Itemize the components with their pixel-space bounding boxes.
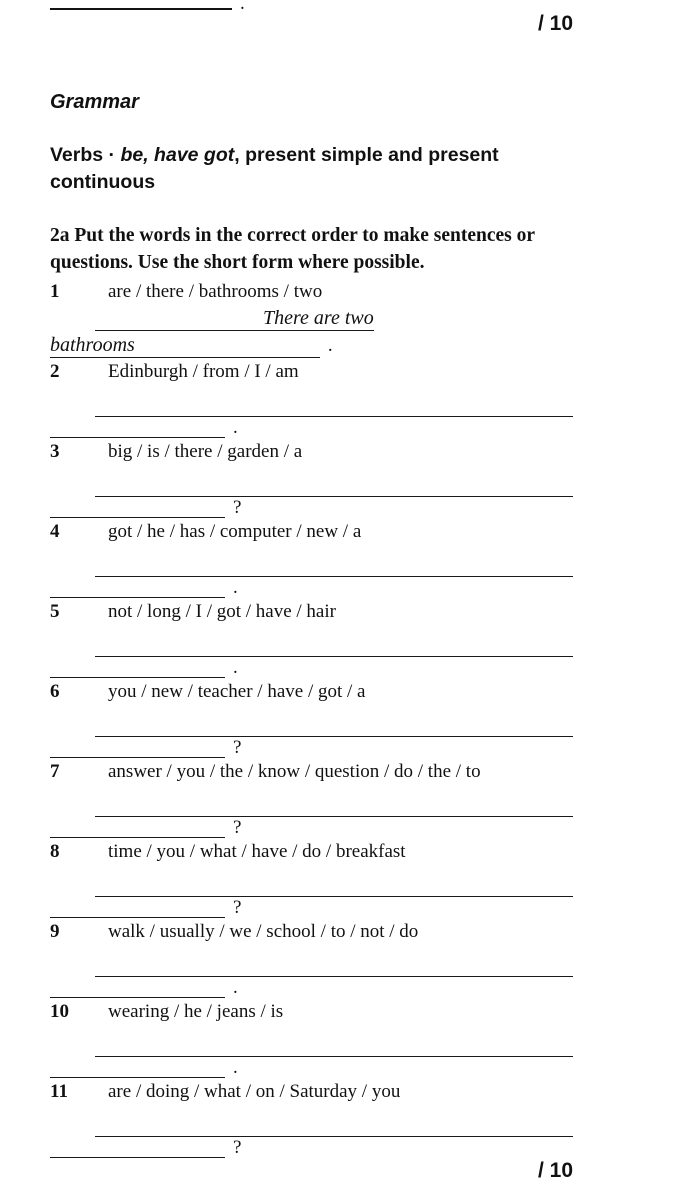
item-prompt: are / there / bathrooms / two (108, 281, 323, 302)
subtitle-lead: Verbs (50, 144, 109, 166)
answer-blank-line (95, 1105, 573, 1137)
exercise-item (50, 358, 573, 438)
item-number: 11 (50, 1081, 68, 1102)
item-number: 5 (50, 601, 60, 622)
item-number: 4 (50, 521, 60, 542)
answer-blank-line (95, 385, 573, 417)
answer-punctuation: ? (233, 1137, 242, 1158)
exercise-item (50, 1078, 573, 1158)
item-prompt: not / long / I / got / have / hair (108, 601, 336, 622)
stub-punctuation: . (240, 0, 245, 14)
answer-blank-line (95, 304, 263, 330)
exercise-item (50, 998, 573, 1078)
item-prompt: wearing / he / jeans / is (108, 1001, 284, 1022)
answer-blank-line (50, 656, 225, 678)
item-number: 1 (50, 281, 60, 302)
answer-blank-line (50, 416, 225, 438)
item-prompt: big / is / there / garden / a (108, 441, 303, 462)
answer-blank-line (50, 976, 225, 998)
answer-blank-line (95, 705, 573, 737)
answer-blank-line (50, 496, 225, 518)
exercise-item (50, 278, 573, 358)
answer-punctuation: . (233, 1057, 238, 1078)
score-bottom: / 10 (537, 1159, 573, 1182)
exercise-item (50, 838, 573, 918)
exercise-item (50, 678, 573, 758)
answer-punctuation: . (233, 577, 238, 598)
item-prompt: Edinburgh / from / I / am (108, 361, 299, 382)
answer-blank-line (95, 945, 573, 977)
answer-punctuation: . (327, 335, 333, 356)
section-title: Grammar (50, 91, 139, 113)
task-instructions-block (50, 222, 573, 276)
score-top: / 10 (537, 12, 573, 35)
answer-punctuation: ? (233, 817, 242, 838)
item-number: 2 (50, 361, 60, 382)
item-number: 3 (50, 441, 60, 462)
answer-blank-line (50, 1056, 225, 1078)
task-instructions: Put the words in the correct order to make sentences or questions. Use the short form where possible. (50, 225, 535, 273)
answer-line (95, 305, 573, 331)
item-number: 7 (50, 761, 60, 782)
answer-blank-line (50, 0, 232, 10)
task-label: 2a (50, 225, 75, 246)
subtitle-verbs-italic: be, have got (120, 144, 235, 166)
answer-blank-line (50, 896, 225, 918)
answer-blank-line (95, 785, 573, 817)
answer-blank-line (95, 465, 573, 497)
item-prompt: walk / usually / we / school / to / not / do (108, 921, 419, 942)
answer-punctuation: . (233, 977, 238, 998)
exercise-item (50, 518, 573, 598)
answer-blank-line (95, 1025, 573, 1057)
exercise-list (50, 278, 573, 1158)
item-prompt: got / he / has / computer / new / a (108, 521, 362, 542)
section-subtitle (50, 142, 573, 196)
answer-punctuation: ? (233, 497, 242, 518)
answer-punctuation: ? (233, 737, 242, 758)
answer-blank-line (95, 865, 573, 897)
answer-blank-line (95, 625, 573, 657)
subtitle-separator: · (108, 144, 121, 166)
student-answer-line2: bathrooms (50, 334, 135, 356)
answer-line-continuation (50, 331, 573, 358)
answer-blank-line (135, 330, 320, 357)
exercise-item (50, 438, 573, 518)
student-answer-line1: There are two (263, 307, 374, 329)
exercise-item (50, 758, 573, 838)
answer-punctuation: . (233, 417, 238, 438)
item-number: 8 (50, 841, 60, 862)
exercise-item (50, 598, 573, 678)
answer-blank-line (50, 816, 225, 838)
answer-blank-line (50, 1136, 225, 1158)
subtitle-rest: , present simple and present continuous (50, 144, 499, 193)
item-prompt: answer / you / the / know / question / do / the / to (108, 761, 481, 782)
answer-punctuation: ? (233, 897, 242, 918)
item-prompt: you / new / teacher / have / got / a (108, 681, 366, 702)
item-number: 6 (50, 681, 60, 702)
answer-punctuation: . (233, 657, 238, 678)
answer-blank-line (95, 545, 573, 577)
previous-exercise-stub (50, 0, 573, 14)
answer-blank-line (50, 576, 225, 598)
exercise-item (50, 918, 573, 998)
item-prompt: are / doing / what / on / Saturday / you (108, 1081, 401, 1102)
answer-blank-line (50, 736, 225, 758)
item-prompt: time / you / what / have / do / breakfast (108, 841, 406, 862)
item-number: 10 (50, 1001, 69, 1022)
item-number: 9 (50, 921, 60, 942)
